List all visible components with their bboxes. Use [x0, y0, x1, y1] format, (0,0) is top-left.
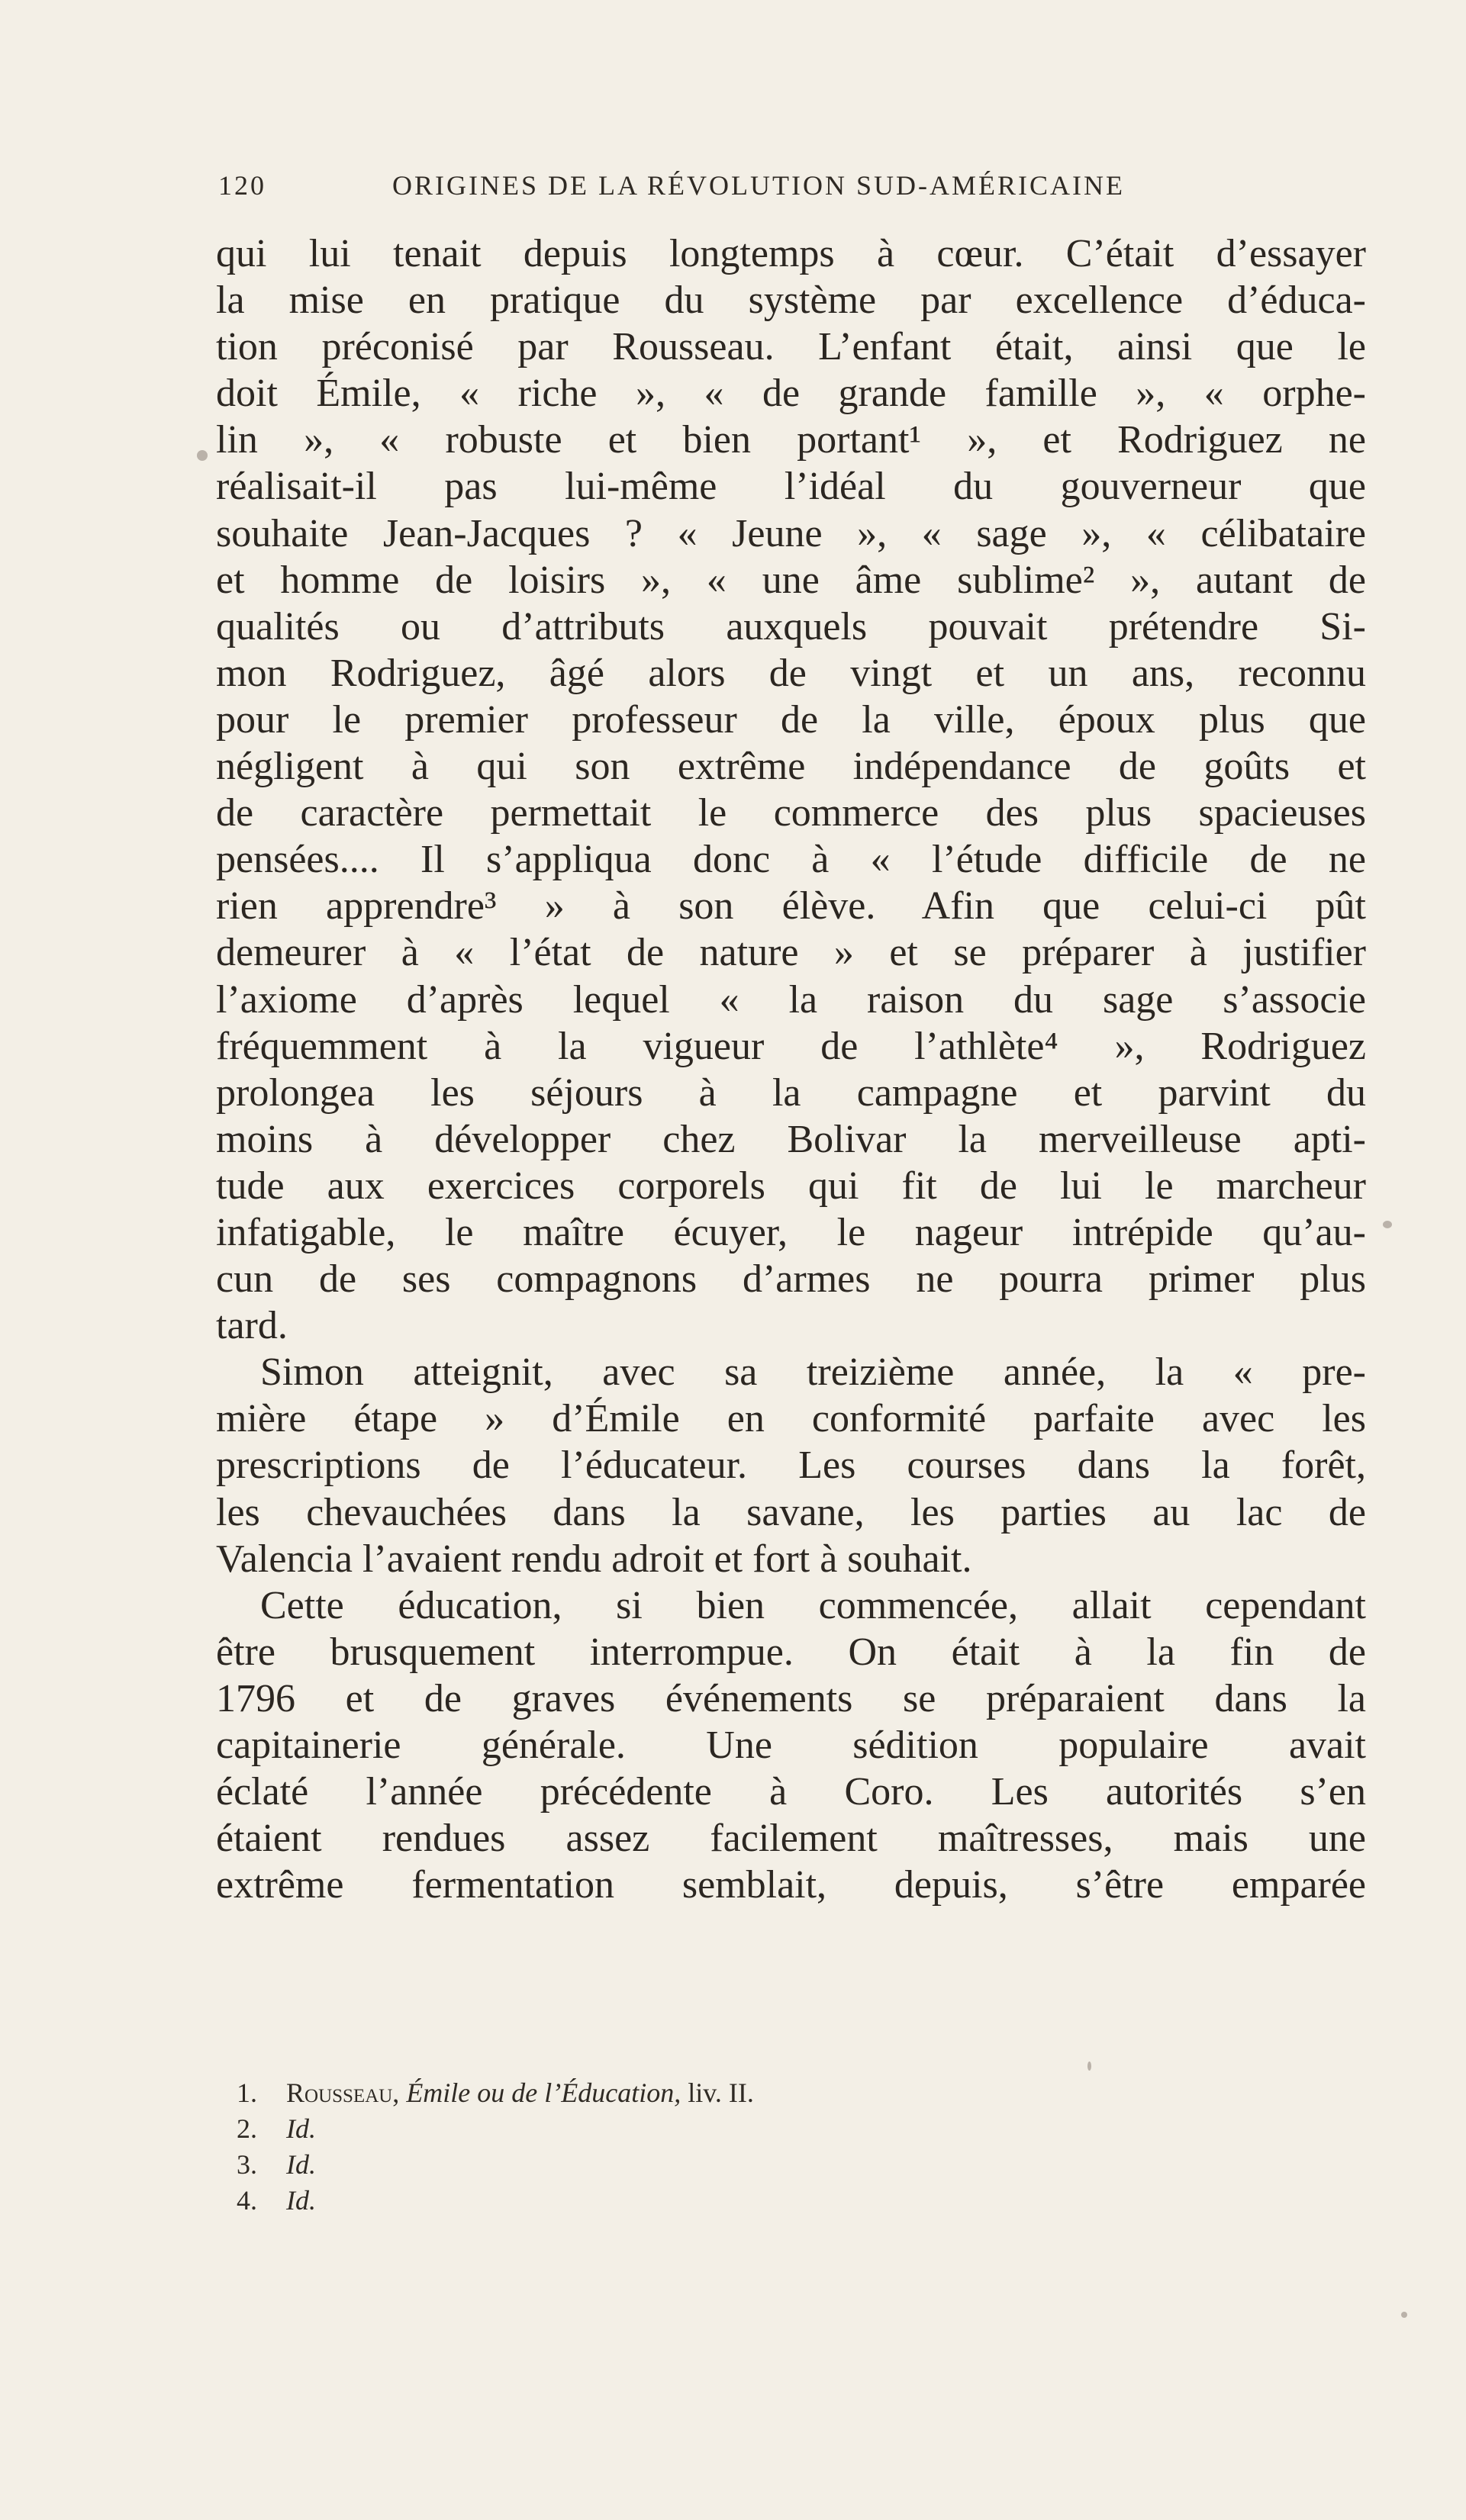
text-line: étaient rendues assez facilement maîtresses, mais une	[216, 1817, 1366, 1861]
text-line: qualités ou d’attributs auxquels pouvait prétendre Si-	[216, 604, 1366, 649]
footnote	[237, 2147, 1229, 2183]
running-title: ORIGINES DE LA RÉVOLUTION SUD-AMÉRICAINE	[392, 170, 1125, 201]
text-line: doit Émile, « riche », « de grande famille », « orphe-	[216, 372, 1366, 416]
text-line: lin », « robuste et bien portant¹ », et Rodriguez ne	[216, 418, 1366, 462]
scan-speck	[1401, 2312, 1407, 2318]
text-line: pensées.... Il s’appliqua donc à « l’étude difficile de ne	[216, 838, 1366, 882]
text-line: et homme de loisirs », « une âme sublime² », autant de	[216, 558, 1366, 602]
text-line: les chevauchées dans la savane, les parties au lac de	[216, 1490, 1366, 1534]
text-line: demeurer à « l’état de nature » et se préparer à justifier	[216, 931, 1366, 975]
page-number: 120	[218, 170, 266, 201]
text-line: éclaté l’année précédente à Coro. Les autorités s’en	[216, 1770, 1366, 1814]
text-line: négligent à qui son extrême indépendance de goûts et	[216, 745, 1366, 789]
footnote-title: Id.	[286, 2113, 316, 2144]
text-line: tion préconisé par Rousseau. L’enfant était, ainsi que le	[216, 325, 1366, 369]
footnote-title: Id.	[286, 2185, 316, 2216]
text-line: Cette éducation, si bien commencée, allait cependant	[260, 1583, 1366, 1627]
text-line: tude aux exercices corporels qui fit de lui le marcheur	[216, 1163, 1366, 1208]
footnote	[237, 2111, 1229, 2147]
footnote-author: Rousseau,	[286, 2077, 400, 2108]
footnote	[237, 2183, 1229, 2219]
footnote	[237, 2075, 1229, 2111]
text-line: infatigable, le maître écuyer, le nageur intrépide qu’au-	[216, 1210, 1366, 1254]
text-line: réalisait-il pas lui-même l’idéal du gouverneur que	[216, 465, 1366, 509]
footnote-number: 1.	[237, 2077, 257, 2108]
text-line: rien apprendre³ » à son élève. Afin que celui-ci pût	[216, 884, 1366, 929]
body-text	[216, 230, 1366, 1908]
text-line: pour le premier professeur de la ville, époux plus que	[216, 697, 1366, 742]
text-line: de caractère permettait le commerce des plus spacieuses	[216, 791, 1366, 835]
scan-speck	[1383, 1221, 1392, 1228]
text-line: mière étape » d’Émile en conformité parfaite avec les	[216, 1397, 1366, 1441]
footnote-number: 3.	[237, 2149, 257, 2180]
scan-speck	[1087, 2061, 1091, 2071]
footnote-number: 4.	[237, 2185, 257, 2216]
text-line: être brusquement interrompue. On était à la fin de	[216, 1630, 1366, 1674]
footnote-reference: liv. II.	[688, 2077, 754, 2108]
text-line: extrême fermentation semblait, depuis, s’être emparée	[216, 1863, 1366, 1907]
text-line: prescriptions de l’éducateur. Les courses dans la forêt,	[216, 1443, 1366, 1488]
text-line: mon Rodriguez, âgé alors de vingt et un ans, reconnu	[216, 651, 1366, 695]
text-line: qui lui tenait depuis longtemps à cœur. C’était d’essayer	[216, 232, 1366, 275]
footnote-title: Émile ou de l’Éducation,	[406, 2077, 681, 2108]
text-line: tard.	[216, 1304, 288, 1348]
text-line: fréquemment à la vigueur de l’athlète⁴ », Rodriguez	[216, 1024, 1366, 1068]
text-line: Valencia l’avaient rendu adroit et fort à souhait.	[216, 1537, 972, 1581]
text-line: cun de ses compagnons d’armes ne pourra primer plus	[216, 1257, 1366, 1302]
text-line: Simon atteignit, avec sa treizième année, la « pre-	[260, 1350, 1366, 1395]
text-line: 1796 et de graves événements se préparaient dans la	[216, 1676, 1366, 1720]
text-line: l’axiome d’après lequel « la raison du sage s’associe	[216, 977, 1366, 1022]
text-line: souhaite Jean-Jacques ? « Jeune », « sage », « célibataire	[216, 511, 1366, 555]
footnotes	[237, 2075, 1229, 2219]
text-line: capitainerie générale. Une sédition populaire avait	[216, 1723, 1366, 1767]
running-header	[218, 169, 1241, 208]
text-line: prolongea les séjours à la campagne et parvint du	[216, 1070, 1366, 1115]
footnote-title: Id.	[286, 2149, 316, 2180]
scan-speck	[197, 450, 208, 461]
text-line: moins à développer chez Bolivar la merveilleuse apti-	[216, 1117, 1366, 1161]
text-line: la mise en pratique du système par excellence d’éduca-	[216, 278, 1366, 323]
footnote-number: 2.	[237, 2113, 257, 2144]
